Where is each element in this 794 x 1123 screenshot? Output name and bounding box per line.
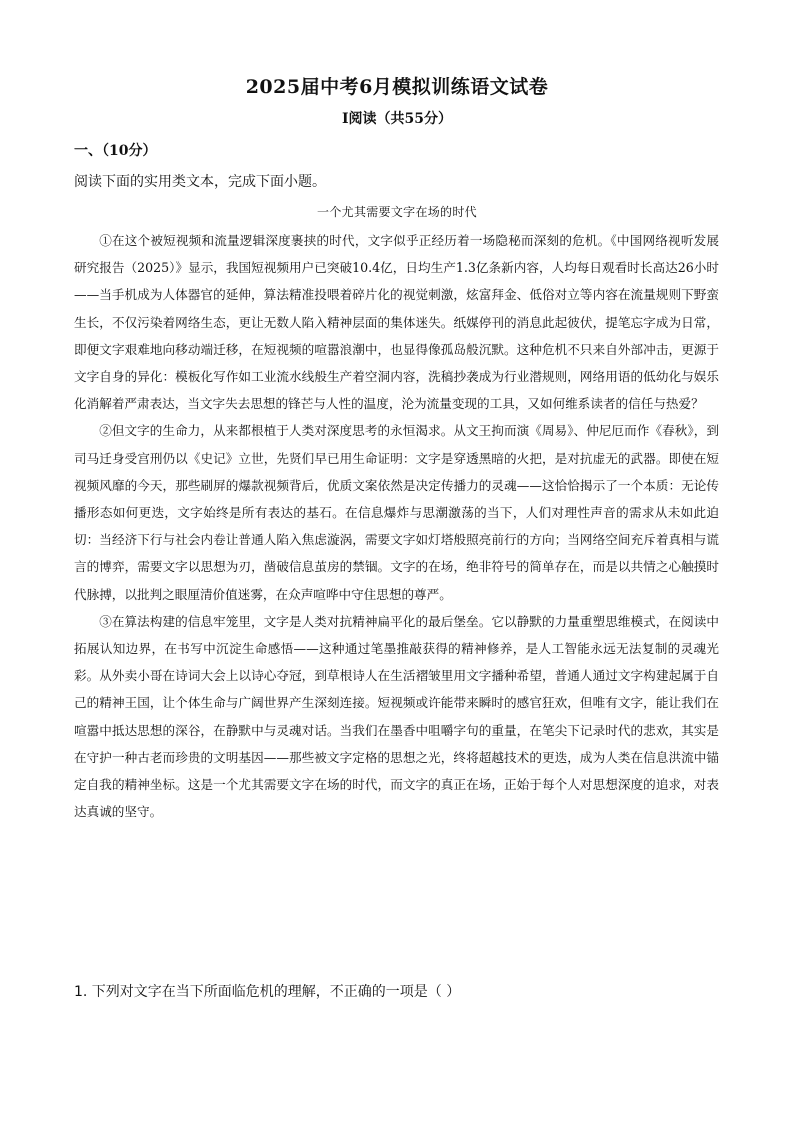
question-1-stem: 1. 下列对文字在当下所面临危机的理解，不正确的一项是（ ） bbox=[74, 984, 461, 1000]
essay-paragraph-2: ②但文字的生命力，从来都根植于人类对深度思考的永恒渴求。从文王拘而演《周易》、仲尼厄而作《春秋》，到司马迁身受宫刑仍以《史记》立世，先贤们早已用生命证明：文字是穿透黑暗的火把，是对抗虚无的武器。即使在短视频风靡的今天，那些刷屏的爆款视频背后，优质文案依然是决定传播力的灵魂——这恰恰揭示了一个本质：无论传播形态如何更迭，文字始终是所有表达的基石。在信息爆炸与思潮激荡的当下，人们对理性声音的需求从未如此迫切：当经济下行与社会内卷让普通人陷入焦虑漩涡，需要文字如灯塔般照亮前行的方向；当网络空间充斥着真相与谎言的博弈，需要文字以思想为刃，凿破信息茧房的禁锢。文字的在场，绝非符号的简单存在，而是以共情之心触摸时代脉搏，以批判之眼厘清价值迷雾，在众声喧哗中守住思想的尊严。 bbox=[74, 423, 719, 602]
section-heading: 一、（10分） bbox=[74, 143, 157, 159]
essay-paragraph-3: ③在算法构建的信息牢笼里，文字是人类对抗精神扁平化的最后堡垒。它以静默的力量重塑思维模式，在阅读中拓展认知边界，在书写中沉淀生命感悟——这种通过笔墨推敲获得的精神修养，是人工智能永远无法复制的灵魂光彩。从外卖小哥在诗词大会上以诗心夺冠，到草根诗人在生活褶皱里用文字播种希望，普通人通过文字构建起属于自己的精神王国，让个体生命与广阔世界产生深刻连接。短视频或许能带来瞬时的感官狂欢，但唯有文字，能让我们在喧嚣中抵达思想的深谷，在静默中与灵魂对话。当我们在墨香中咀嚼字句的重量，在笔尖下记录时代的悲欢，其实是在守护一种古老而珍贵的文明基因——那些被文字定格的思想之光，终将超越技术的更迭，成为人类在信息洪流中锚定自我的精神坐标。这是一个尤其需要文字在场的时代，而文字的真正在场，正始于每个人对思想深度的追求，对表达真诚的坚守。 bbox=[74, 613, 719, 820]
part-heading: Ⅰ阅读（共55分） bbox=[341, 111, 453, 127]
essay-title: 一个尤其需要文字在场的时代 bbox=[317, 205, 477, 219]
essay-body bbox=[74, 227, 719, 825]
essay-paragraph-1: ①在这个被短视频和流量逻辑深度裹挟的时代，文字似乎正经历着一场隐秘而深刻的危机。《中国网络视听发展研究报告（2025）》显示，我国短视频用户已突破10.4亿，日均生产1.3亿条新内容，人均每日观看时长高达26小时——当手机成为人体器官的延伸，算法精准投喂着碎片化的视觉刺激，炫富拜金、低俗对立等内容在流量规则下野蛮生长，不仅污染着网络生态，更让无数人陷入精神层面的集体迷失。纸媒停刊的消息此起彼伏，提笔忘字成为日常，即便文字艰难地向移动端迁移，在短视频的喧嚣浪潮中，也显得像孤岛般沉默。这种危机不只来自外部冲击，更源于文字自身的异化：模板化写作如工业流水线般生产着空洞内容，洗稿抄袭成为行业潜规则，网络用语的低幼化与娱乐化消解着严肃表达，当文字失去思想的锋芒与人性的温度，沦为流量变现的工具，又如何维系读者的信任与热爱？ bbox=[74, 233, 719, 412]
exam-title: 2025届中考6月模拟训练语文试卷 bbox=[245, 76, 549, 98]
reading-instruction: 阅读下面的实用类文本，完成下面小题。 bbox=[74, 174, 326, 190]
